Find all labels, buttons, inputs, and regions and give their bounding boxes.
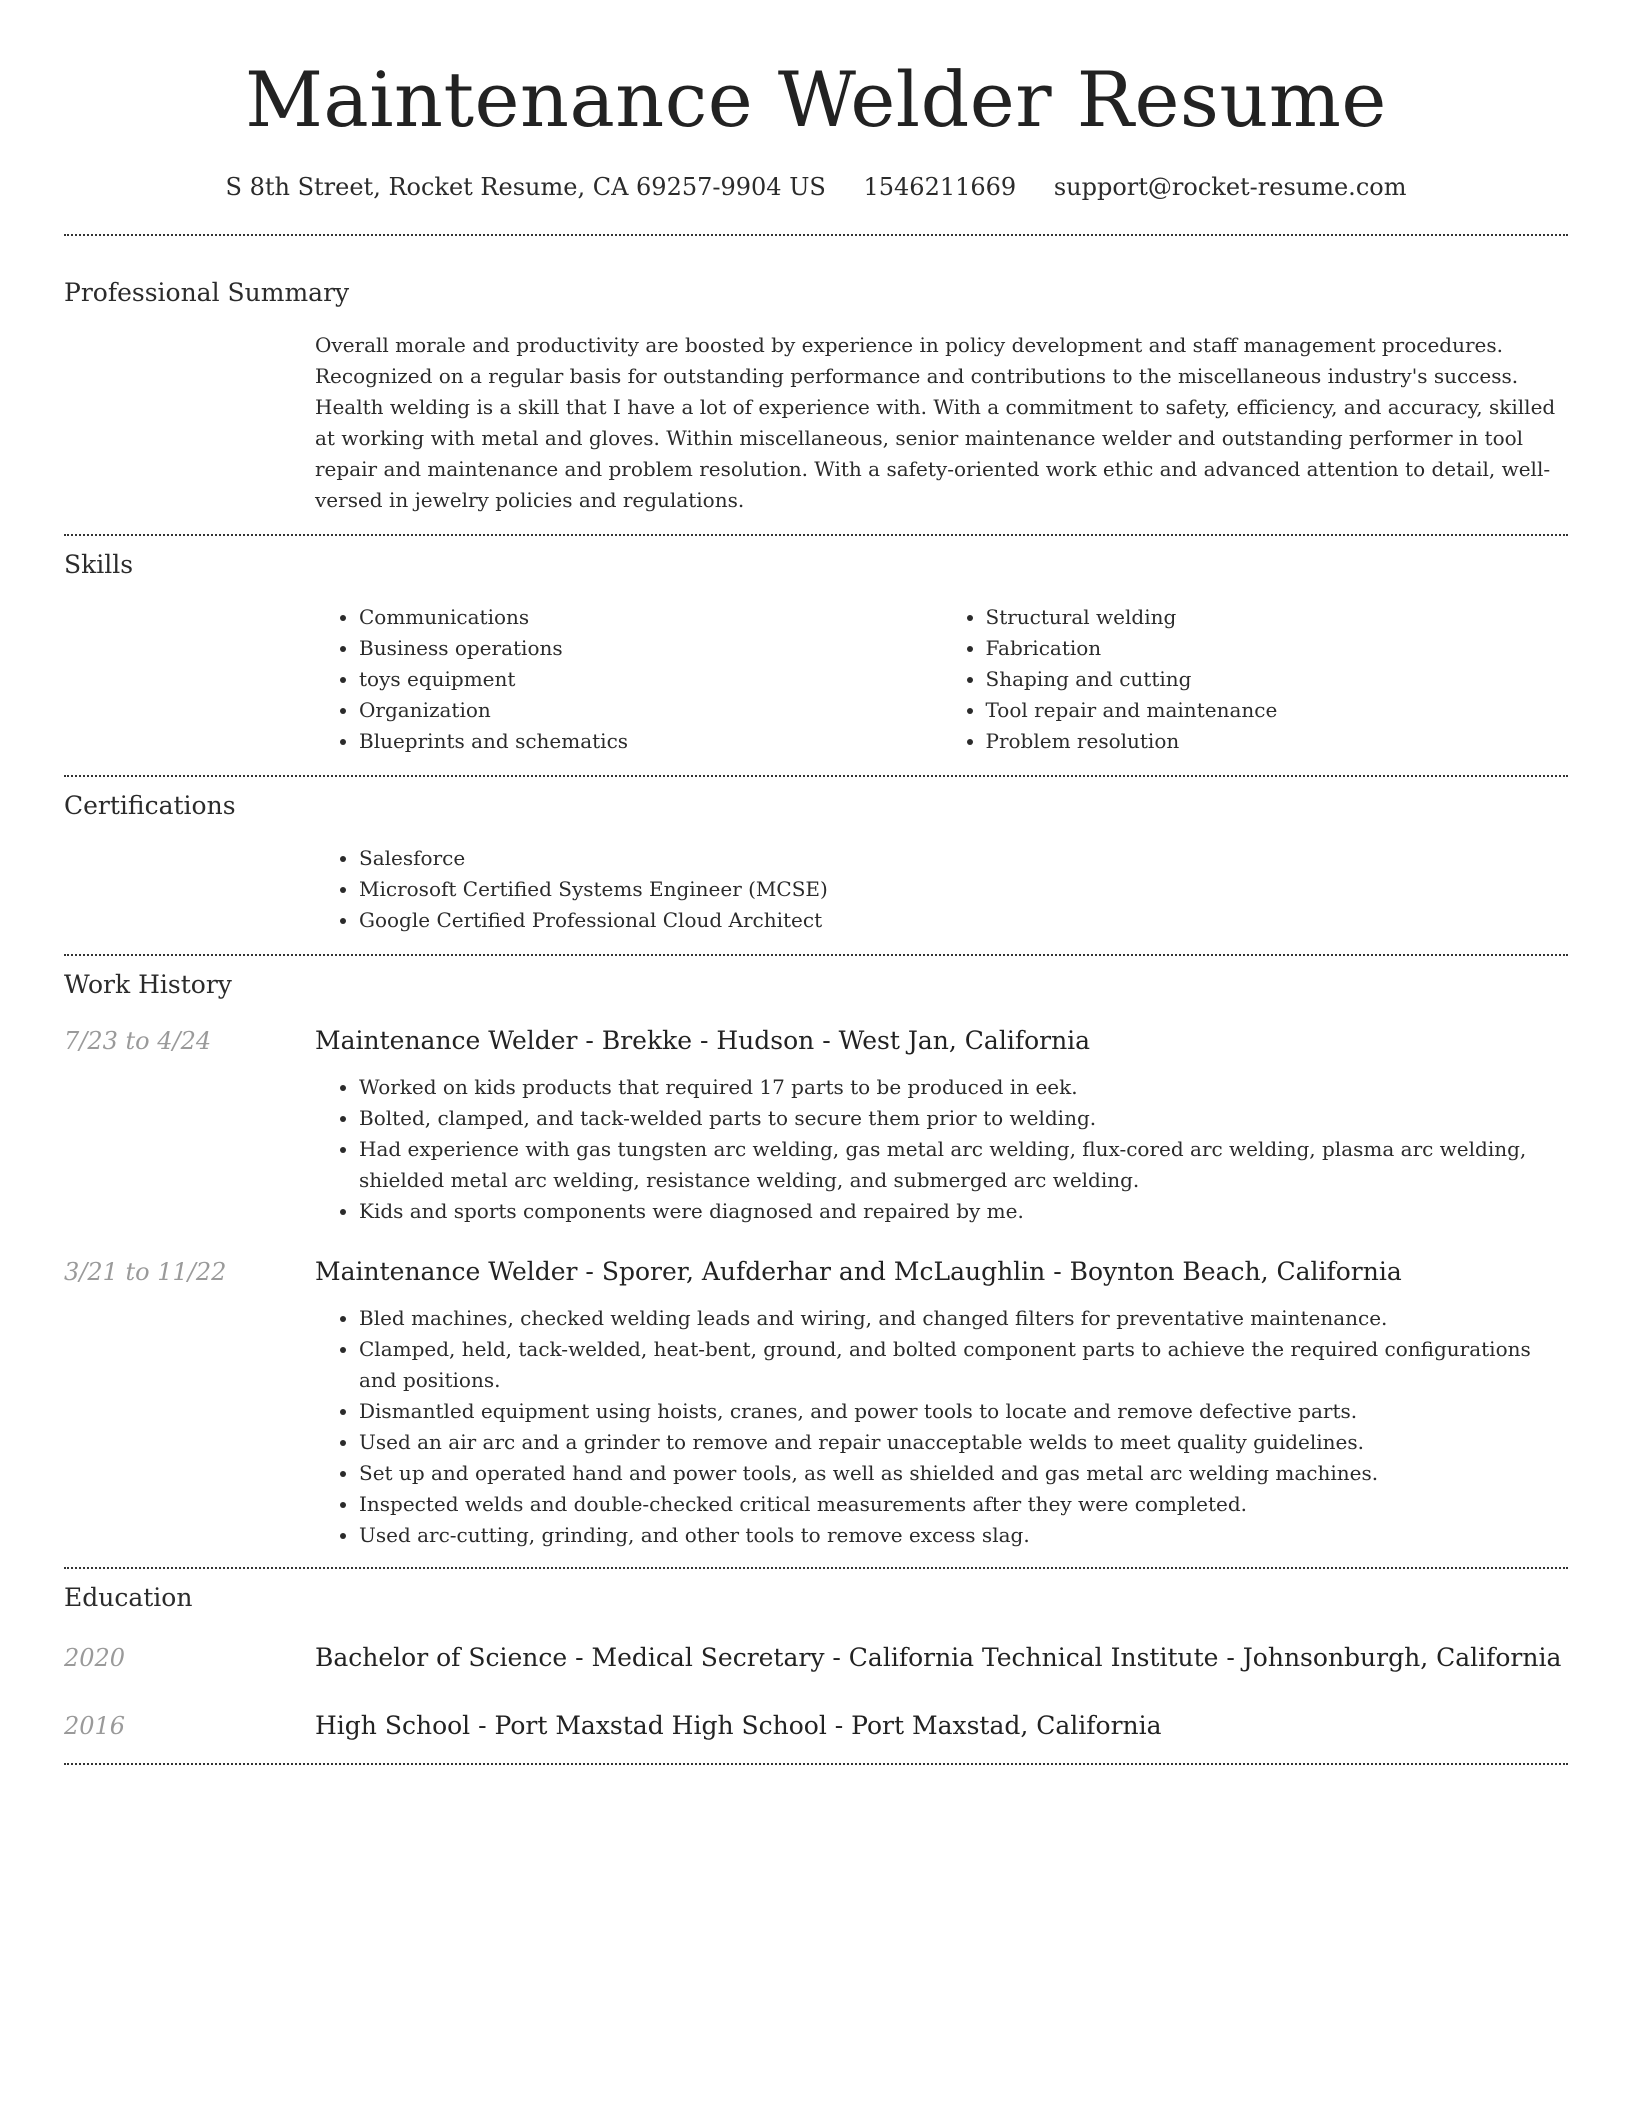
list-item: • Worked on kids products that required 17 parts to be produced in eek. [359, 1072, 1568, 1103]
list-item: • Kids and sports components were diagnosed and repaired by me. [359, 1196, 1568, 1227]
job-dates: 7/23 to 4/24 [64, 1027, 212, 1055]
education-year: 2020 [64, 1644, 126, 1672]
divider [64, 954, 1568, 956]
section-heading-work-history: Work History [64, 970, 232, 999]
list-item: • toys equipment [359, 664, 942, 695]
section-heading-education: Education [64, 1583, 193, 1612]
certifications-bullets [315, 843, 1568, 936]
list-item: • Dismantled equipment using hoists, cranes, and power tools to locate and remove defective parts. [359, 1396, 1568, 1427]
job-bullets [315, 1072, 1568, 1227]
education-content [315, 1709, 1568, 1743]
divider [64, 775, 1568, 777]
list-item: • Business operations [359, 633, 942, 664]
section-heading-summary: Professional Summary [64, 278, 350, 307]
contact-phone: 1546211669 [863, 173, 1017, 201]
list-item: • Google Certified Professional Cloud Architect [359, 905, 1568, 936]
list-item: • Inspected welds and double-checked critical measurements after they were completed. [359, 1489, 1568, 1520]
list-item: • Structural welding [986, 602, 1569, 633]
list-item: • Blueprints and schematics [359, 726, 942, 757]
list-item: • Bled machines, checked welding leads and wiring, and changed filters for preventative maintenance. [359, 1303, 1568, 1334]
education-content [315, 1641, 1568, 1675]
list-item: • Fabrication [986, 633, 1569, 664]
resume-page [64, 0, 1568, 1765]
skills-column-right [942, 602, 1569, 757]
education-title: Bachelor of Science - Medical Secretary - California Technical Institute - Johnsonburgh, California [315, 1643, 1562, 1672]
list-item: • Organization [359, 695, 942, 726]
job-bullets [315, 1303, 1568, 1551]
job-entry [64, 1024, 1568, 1227]
section-heading-certifications: Certifications [64, 791, 236, 820]
list-item: • Microsoft Certified Systems Engineer (MCSE) [359, 874, 1568, 905]
divider [64, 234, 1568, 236]
skills-list [315, 602, 1568, 757]
list-item: • Used an air arc and a grinder to remove and repair unacceptable welds to meet quality guidelines. [359, 1427, 1568, 1458]
education-entry [64, 1709, 1568, 1743]
list-item: • Bolted, clamped, and tack-welded parts to secure them prior to welding. [359, 1103, 1568, 1134]
section-heading-skills: Skills [64, 550, 134, 579]
certifications-list [315, 843, 1568, 936]
contact-address: S 8th Street, Rocket Resume, CA 69257-9904 US [225, 173, 826, 201]
list-item: • Clamped, held, tack-welded, heat-bent, ground, and bolted component parts to achieve the required configurations and positions. [359, 1334, 1568, 1396]
divider [64, 1763, 1568, 1765]
job-content [315, 1024, 1568, 1227]
list-item: • Problem resolution [986, 726, 1569, 757]
divider [64, 1567, 1568, 1569]
divider [64, 534, 1568, 536]
contact-email: support@rocket-resume.com [1053, 173, 1407, 201]
list-item: • Set up and operated hand and power tools, as well as shielded and gas metal arc welding machines. [359, 1458, 1568, 1489]
education-entry [64, 1641, 1568, 1675]
list-item: • Tool repair and maintenance [986, 695, 1569, 726]
list-item: • Shaping and cutting [986, 664, 1569, 695]
skills-column-left [315, 602, 942, 757]
job-title: Maintenance Welder - Sporer, Aufderhar and McLaughlin - Boynton Beach, California [315, 1257, 1402, 1286]
job-entry [64, 1255, 1568, 1551]
summary-text: Overall morale and productivity are boosted by experience in policy development and staff management procedures. Recognized on a regular basis for outstanding performance and contributions to the miscellaneous industry's success. Health welding is a skill that I have a lot of experience with. With a commitment to safety, efficiency, and accuracy, skilled at working with metal and gloves. Within miscellaneous, senior maintenance welder and outstanding performer in tool repair and maintenance and problem resolution. With a safety-oriented work ethic and advanced attention to detail, well-versed in jewelry policies and regulations. [315, 333, 1556, 512]
list-item: • Communications [359, 602, 942, 633]
list-item: • Salesforce [359, 843, 1568, 874]
job-content [315, 1255, 1568, 1551]
job-dates: 3/21 to 11/22 [64, 1258, 227, 1286]
job-title: Maintenance Welder - Brekke - Hudson - West Jan, California [315, 1026, 1091, 1055]
resume-title: Maintenance Welder Resume [245, 55, 1387, 144]
list-item: • Used arc-cutting, grinding, and other tools to remove excess slag. [359, 1520, 1568, 1551]
education-title: High School - Port Maxstad High School - Port Maxstad, California [315, 1711, 1162, 1740]
education-year: 2016 [64, 1712, 126, 1740]
list-item: • Had experience with gas tungsten arc welding, gas metal arc welding, flux-cored arc welding, plasma arc welding, shielded metal arc welding, resistance welding, and submerged arc welding. [359, 1134, 1568, 1196]
contact-line [64, 170, 1568, 204]
